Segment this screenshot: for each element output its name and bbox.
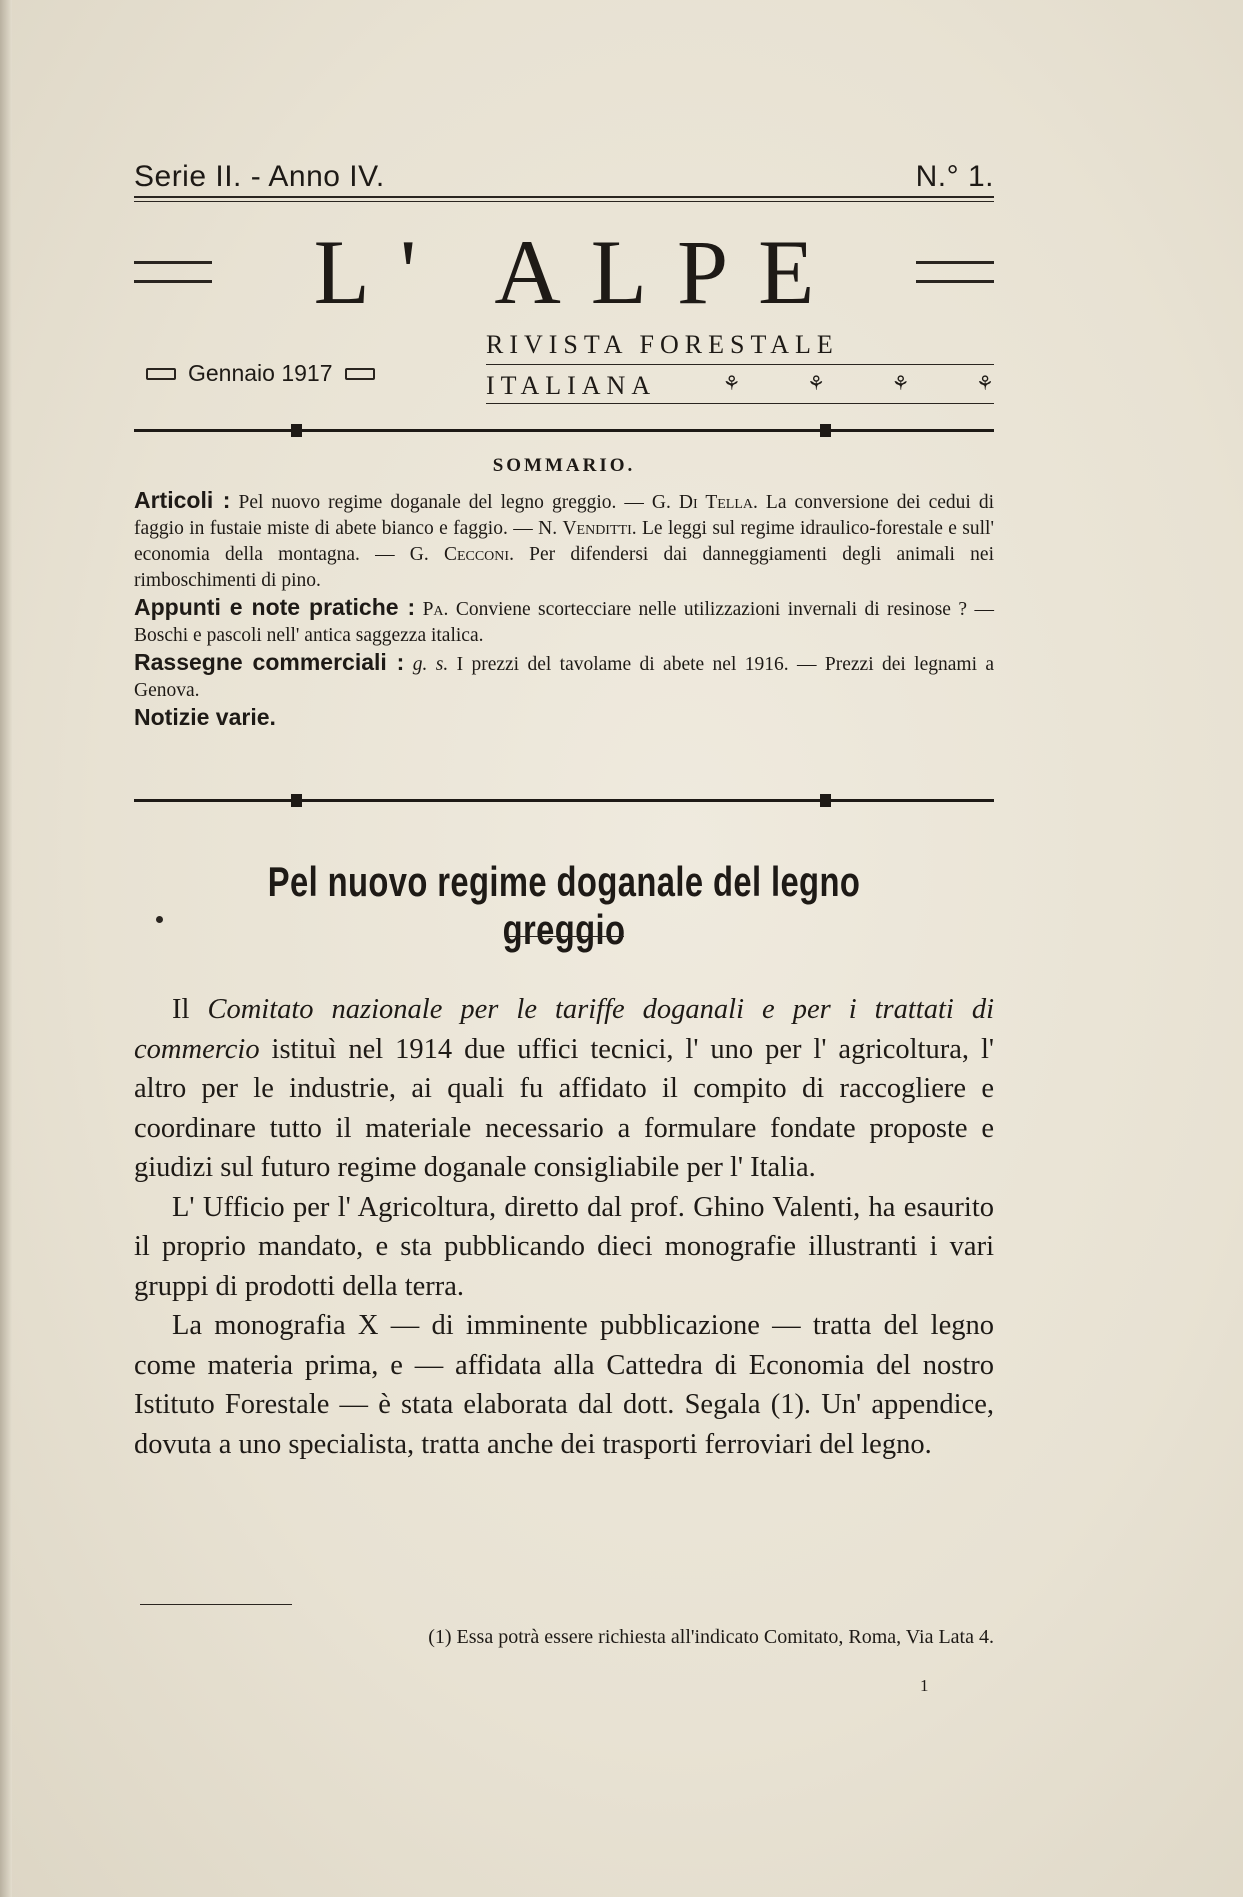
bar-ornament-icon [345, 368, 375, 380]
masthead [134, 221, 994, 323]
author-name: Venditti [562, 518, 632, 539]
article-title: Pel nuovo regime doganale del legno greggio [267, 858, 861, 953]
clover-ornament-icon: ⚘ [807, 373, 826, 395]
journal-subtitle [486, 330, 994, 404]
header-rule [134, 196, 994, 198]
author-name: Cecconi [443, 544, 510, 565]
article-paragraph: Il Comitato nazionale per le tariffe doganali e per i trattati di commercio istituì nel 1914 due uffici tecnici, l' uno per l' agricoltura, l' altro per le industrie, ai quali fu affidato il compito di raccogliere e coordinare tutto il materiale necessario a formulare fondate proposte e giudizi sul futuro regime doganale consigliabile per l' Italia. [134, 994, 994, 1183]
subtitle-line-2-text: ITALIANA [486, 371, 657, 400]
toc-section-label: Notizie varie. [134, 704, 276, 730]
binding-shadow [0, 0, 12, 1897]
issue-date [146, 360, 375, 387]
masthead-left-lines [134, 261, 212, 283]
article-paragraph: La monografia X — di imminente pubblicazione — tratta del legno come materia prima, e — affidata alla Cattedra di Economia del nostro Istituto Forestale — è stata elaborata dal dott. Segala (1). Un' appendice, dovuta a uno specialista, tratta anche dei trasporti ferroviari del legno. [134, 1310, 994, 1460]
table-of-contents [134, 487, 994, 733]
clover-ornament-icon: ⚘ [976, 373, 994, 395]
masthead-subheader [134, 330, 994, 410]
series-label: Serie II. - Anno IV. [134, 160, 385, 193]
article-paragraph: L' Ufficio per l' Agricoltura, diretto dal prof. Ghino Valenti, ha esaurito il proprio mandato, e sta pubblicando dieci monografie illustranti i vari gruppi di prodotti della terra. [134, 1191, 994, 1302]
issue-line [134, 150, 994, 194]
footnote: (1) Essa potrà essere richiesta all'indicato Comitato, Roma, Via Lata 4. [428, 1626, 994, 1648]
journal-title: L' ALPE [313, 221, 845, 323]
title-underline [508, 936, 624, 937]
clover-ornament-icon: ⚘ [722, 373, 741, 395]
issue-number: N.° 1. [915, 160, 994, 193]
author-name: Pa [422, 599, 444, 620]
masthead-right-lines [916, 261, 994, 283]
divider-square [820, 424, 831, 437]
article-body [134, 990, 994, 1464]
toc-rassegne: Rassegne commerciali : g. s. I prezzi del tavolame di abete nel 1916. — Prezzi dei legnami a Genova. [134, 649, 995, 701]
issue-date-text: Gennaio 1917 [188, 360, 333, 386]
sommario-heading: SOMMARIO. [492, 455, 636, 476]
header-rule-thin [134, 201, 994, 202]
toc-section-label: Articoli : [134, 487, 231, 513]
bar-ornament-icon [146, 368, 176, 380]
ink-dot [156, 916, 163, 923]
clover-ornament-icon: ⚘ [891, 373, 910, 395]
divider-square [291, 794, 302, 807]
ornamental-divider [134, 794, 994, 806]
footnote-rule [140, 1604, 292, 1605]
toc-section-label: Rassegne commerciali : [134, 649, 405, 675]
ornamental-divider [134, 424, 994, 436]
divider-square [820, 794, 831, 807]
committee-name: Comitato nazionale per le tariffe doganali e per i trattati di commercio [134, 994, 994, 1065]
divider-square [291, 424, 302, 437]
toc-appunti: Appunti e note pratiche : Pa. Conviene scortecciare nelle utilizzazioni invernali di resinose ? — Boschi e pascoli nell' antica saggezza italica. [134, 594, 994, 646]
toc-section-label: Appunti e note pratiche : [134, 594, 416, 620]
page-number: 1 [920, 1676, 929, 1695]
subtitle-line-1: RIVISTA FORESTALE [486, 330, 994, 365]
author-name: g. s. [412, 654, 449, 675]
author-name: Di Tella [678, 492, 754, 513]
subtitle-line-2 [486, 371, 994, 404]
toc-notizie [134, 704, 994, 733]
toc-articoli: Articoli : Pel nuovo regime doganale del legno greggio. — G. Di Tella. La conversione dei cedui di faggio in fustaie miste di abete bianco e faggio. — N. Venditti. Le leggi sul regime idraulico-forestale e sull' economia della montagna. — G. Cecconi. Per difendersi dai danneggiamenti degli animali nei rimboschimenti di pino. [134, 487, 995, 591]
